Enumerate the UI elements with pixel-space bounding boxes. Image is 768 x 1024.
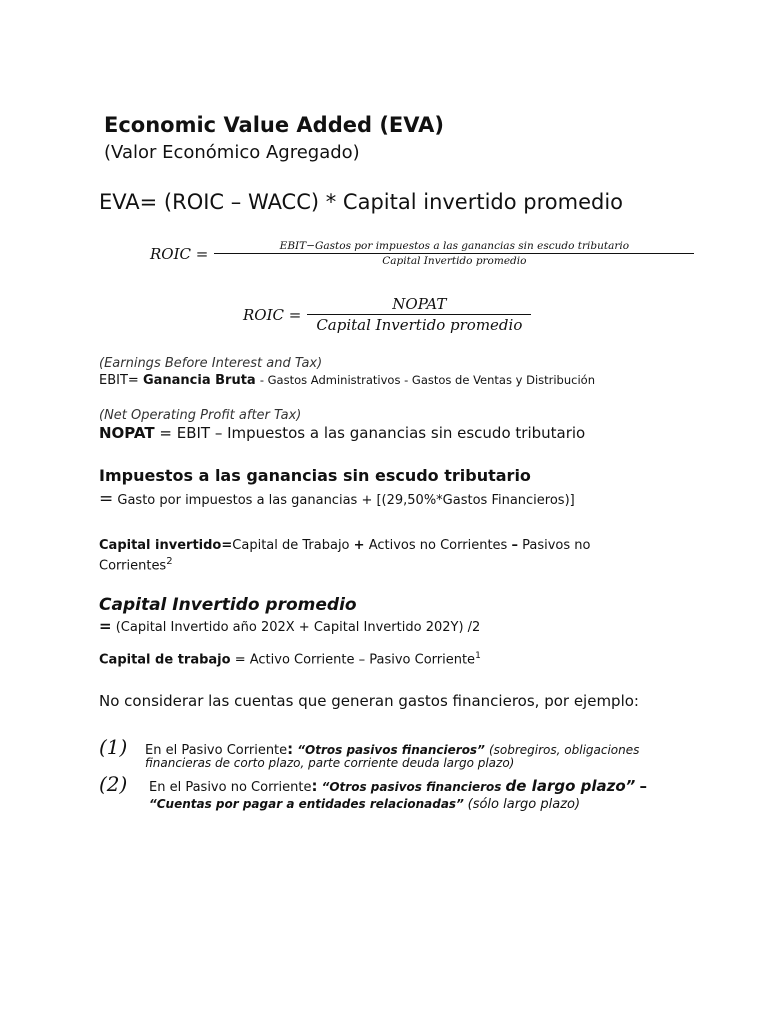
capital-promedio-heading: Capital Invertido promedio: [99, 595, 357, 615]
eva-formula: EVA= (ROIC – WACC) * Capital invertido promedio: [99, 190, 624, 214]
tax-definition: [99, 489, 575, 509]
list-item-2-bold1a: “Otros pasivos financieros: [321, 780, 502, 794]
list-item-2: [149, 777, 647, 795]
nopat-rest: = EBIT – Impuestos a las ganancias sin escudo tributario: [159, 424, 586, 442]
capital-invertido-definition: [99, 538, 590, 553]
roic-denominator: Capital Invertido promedio: [316, 316, 523, 334]
capital-invertido-part3: Pasivos no: [522, 538, 591, 553]
ebit-bold-term: Ganancia Bruta: [142, 373, 256, 388]
roic-lhs: ROIC =: [150, 244, 209, 263]
list-item-2-lead: En el Pasivo no Corriente: [149, 780, 312, 795]
roic-denominator: Capital Invertido promedio: [382, 255, 527, 267]
footnote-marker: 1: [475, 651, 481, 661]
capital-trabajo-definition: [99, 651, 481, 667]
exclusion-note: No considerar las cuentas que generan gastos financieros, por ejemplo:: [99, 692, 639, 710]
tax-heading: Impuestos a las ganancias sin escudo tributario: [99, 466, 531, 485]
capital-invertido-line2: [99, 556, 173, 573]
list-item-1-colon: :: [287, 740, 294, 758]
capital-invertido-minus: –: [511, 538, 518, 553]
capital-promedio-definition: [99, 617, 480, 635]
roic-lhs: ROIC =: [243, 305, 302, 324]
nopat-label: NOPAT: [99, 424, 155, 442]
page-title: Economic Value Added (EVA): [104, 113, 444, 137]
list-item-2-colon: :: [311, 777, 318, 795]
capital-invertido-line2-text: Corrientes: [99, 558, 167, 574]
roic-numerator: NOPAT: [307, 295, 531, 315]
list-item-1-rest2: financieras de corto plazo, parte corriente deuda largo plazo): [145, 756, 515, 770]
list-marker-1: (1): [99, 735, 128, 759]
capital-promedio-eq: =: [99, 617, 112, 635]
list-item-1-rest1: (sobregiros, obligaciones: [488, 743, 640, 757]
tax-rest: Gasto por impuestos a las ganancias + [(29,50%*Gastos Financieros)]: [117, 493, 575, 508]
list-item-2-rest2: (sólo largo plazo): [467, 797, 581, 812]
list-item-2-line2: [149, 797, 580, 812]
nopat-definition: [99, 424, 585, 442]
ebit-label: EBIT=: [99, 373, 139, 388]
capital-invertido-eq: =: [221, 538, 233, 553]
list-item-2-bold2: “Cuentas por pagar a entidades relacionadas”: [149, 797, 464, 811]
capital-trabajo-rest: = Activo Corriente – Pasivo Corriente: [234, 652, 476, 668]
roic-formula-nopat: [243, 295, 531, 334]
ebit-note: (Earnings Before Interest and Tax): [99, 356, 323, 371]
capital-promedio-rest: (Capital Invertido año 202X + Capital Invertido 202Y) /2: [115, 620, 481, 635]
page-subtitle: (Valor Económico Agregado): [104, 142, 360, 163]
footnote-marker: 2: [166, 556, 173, 567]
ebit-rest: - Gastos Administrativos - Gastos de Ventas y Distribución: [259, 373, 595, 387]
capital-invertido-part2: Activos no Corrientes: [368, 538, 508, 553]
list-item-1-bold: “Otros pasivos financieros”: [297, 743, 485, 757]
capital-invertido-plus: +: [353, 538, 365, 553]
roic-formula-expanded: [150, 240, 694, 267]
list-item-2-bold1b: de largo plazo”: [505, 777, 636, 795]
capital-trabajo-label: Capital de trabajo: [99, 652, 231, 668]
list-item-1-lead: En el Pasivo Corriente: [145, 743, 288, 758]
capital-invertido-part1: Capital de Trabajo: [232, 538, 350, 553]
tax-eq: =: [99, 489, 114, 509]
nopat-note: (Net Operating Profit after Tax): [99, 408, 302, 423]
list-marker-2: (2): [99, 772, 128, 796]
roic-numerator: EBIT−Gastos por impuestos a las ganancias sin escudo tributario: [214, 240, 694, 254]
list-item-2-dash: –: [639, 777, 647, 795]
capital-invertido-label: Capital invertido: [99, 538, 222, 553]
ebit-definition: [99, 373, 595, 388]
